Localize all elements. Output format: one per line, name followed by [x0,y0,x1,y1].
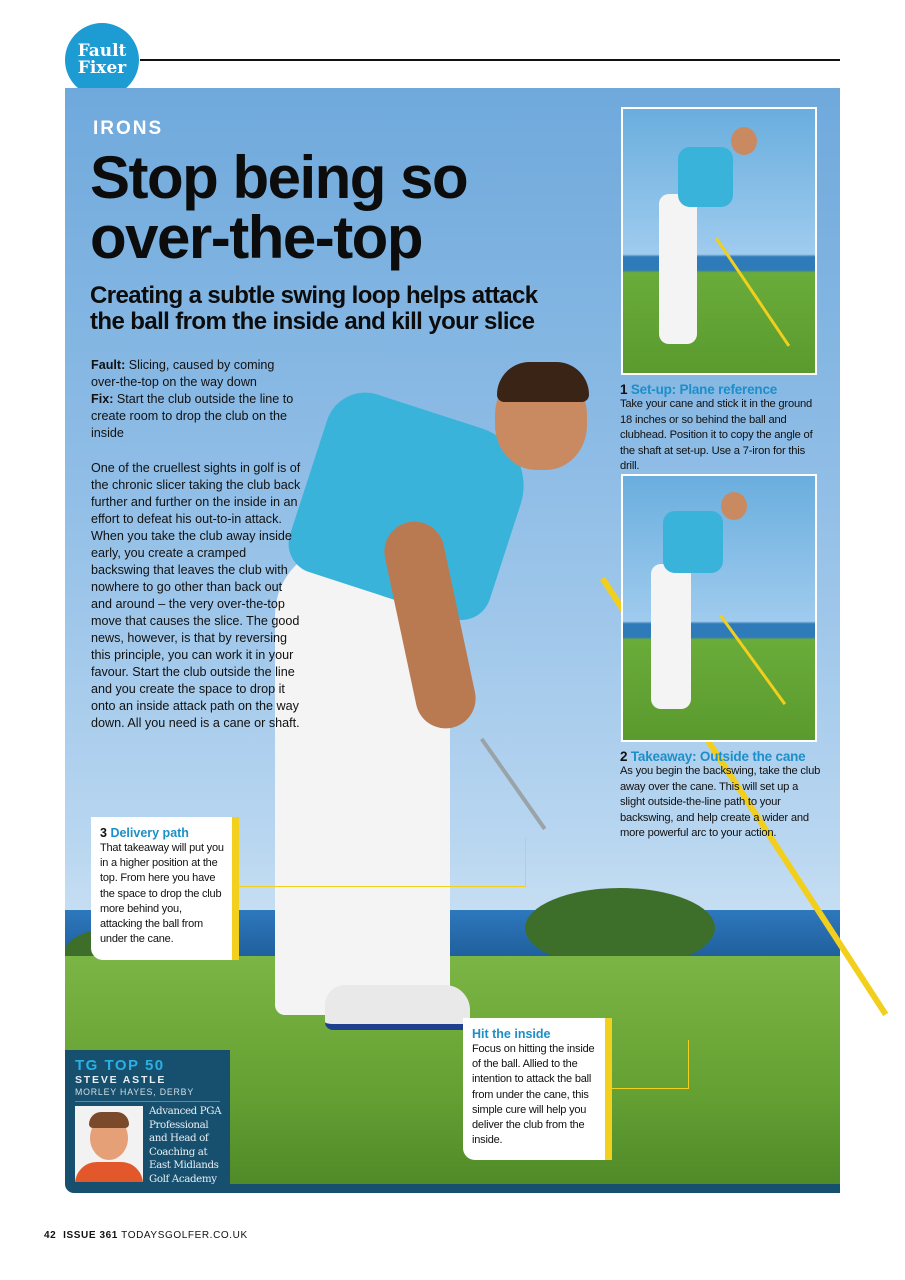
subheadline: Creating a subtle swing loop helps attack the ball from the inside and kill your slice [90,282,538,335]
mini-golfer-legs [659,194,697,344]
pro-divider [75,1101,220,1102]
mini-golfer-torso [663,511,723,573]
top-rule [140,59,840,61]
hit-inside-box [463,1018,612,1160]
fault-label: Fault: [91,358,126,372]
mini-cane [715,237,790,346]
golfer-shoe [325,985,470,1030]
badge-line2: Fixer [77,58,127,78]
step1-number: 1 [620,382,628,397]
delivery-path-box [91,817,239,960]
fault-fix-block [91,357,301,442]
fix-text: Start the club outside the line to create room to drop the club on the inside [91,392,294,440]
hit-inside-title: Hit the inside [472,1027,551,1041]
pro-portrait [75,1106,143,1182]
fault-text: Slicing, caused by coming over-the-top on the way down [91,358,275,389]
fix-label: Fix: [91,392,114,406]
hit-inside-text: Focus on hitting the inside of the ball. Allied to the intention to attack the ball from under the cane, this simple cure will help you deliver the club from the inside. [472,1043,595,1147]
step1-photo [621,107,817,375]
body-text: One of the cruellest sights in golf is of the chronic slicer taking the club back further and further on the inside in an effort to defeat his out-to-in attack. When you take the club away inside early, you create a cramped backswing that leaves the club with nowhere to go other than back out and around – the very over-the-top move that causes the slice. The good news, however, is that by reversing this principle, you can work it in your favour. Start the club outside the line and you create the space to drop it onto an inside attack path on the way down. All you need is a cane or shaft. [91,461,301,730]
section-label: IRONS [93,118,164,139]
leader-line [239,886,526,887]
step2-title: Takeaway: Outside the cane [630,749,806,764]
step2-text: As you begin the backswing, take the club away over the cane. This will set up a slight outside-the-line path to your backswing, and help create a wider and more powerful arc to your action. [620,765,821,840]
step2-caption [620,749,825,841]
leader-line [612,1088,689,1089]
mini-golfer-head [721,492,747,520]
step2-photo [621,474,817,742]
mini-golfer-torso [678,147,733,207]
pro-name: STEVE ASTLE [75,1074,167,1086]
mini-golfer-head [731,127,757,155]
pro-club: MORLEY HAYES, DERBY [75,1087,195,1097]
pro-panel [65,1050,230,1184]
leader-line [525,838,526,886]
issue-number: ISSUE 361 [63,1230,118,1241]
leader-line [688,1040,689,1088]
mini-cane [719,614,786,705]
fault-fixer-badge [65,23,139,97]
step1-text: Take your cane and stick it in the ground 18 inches or so behind the ball and clubhead. Position it to copy the angle of the shaft at set-up. Use a 7-iron for this drill. [620,398,813,473]
pro-hair [89,1112,129,1128]
page-footer [44,1230,248,1241]
step2-number: 2 [620,749,628,764]
badge-line1: Fault [77,41,127,61]
step3-number: 3 [100,826,107,840]
step3-title: Delivery path [110,826,189,840]
mini-golfer-legs [651,564,691,709]
page-number: 42 [44,1230,57,1241]
pro-shirt [75,1162,143,1182]
step1-title: Set-up: Plane reference [630,382,778,397]
step1-caption [620,382,825,474]
site-url: TODAYSGOLFER.CO.UK [121,1230,248,1241]
pro-tag: TG TOP 50 [75,1057,165,1074]
headline: Stop being so over-the-top [90,144,468,271]
golfer-hair [497,362,589,402]
pro-description: Advanced PGA Professional and Head of Coaching at East Midlands Golf Academy [149,1105,222,1185]
step3-text: That takeaway will put you in a higher position at the top. From here you have the space to drop the club more behind you, attacking the ball from under the cane. [100,842,224,946]
